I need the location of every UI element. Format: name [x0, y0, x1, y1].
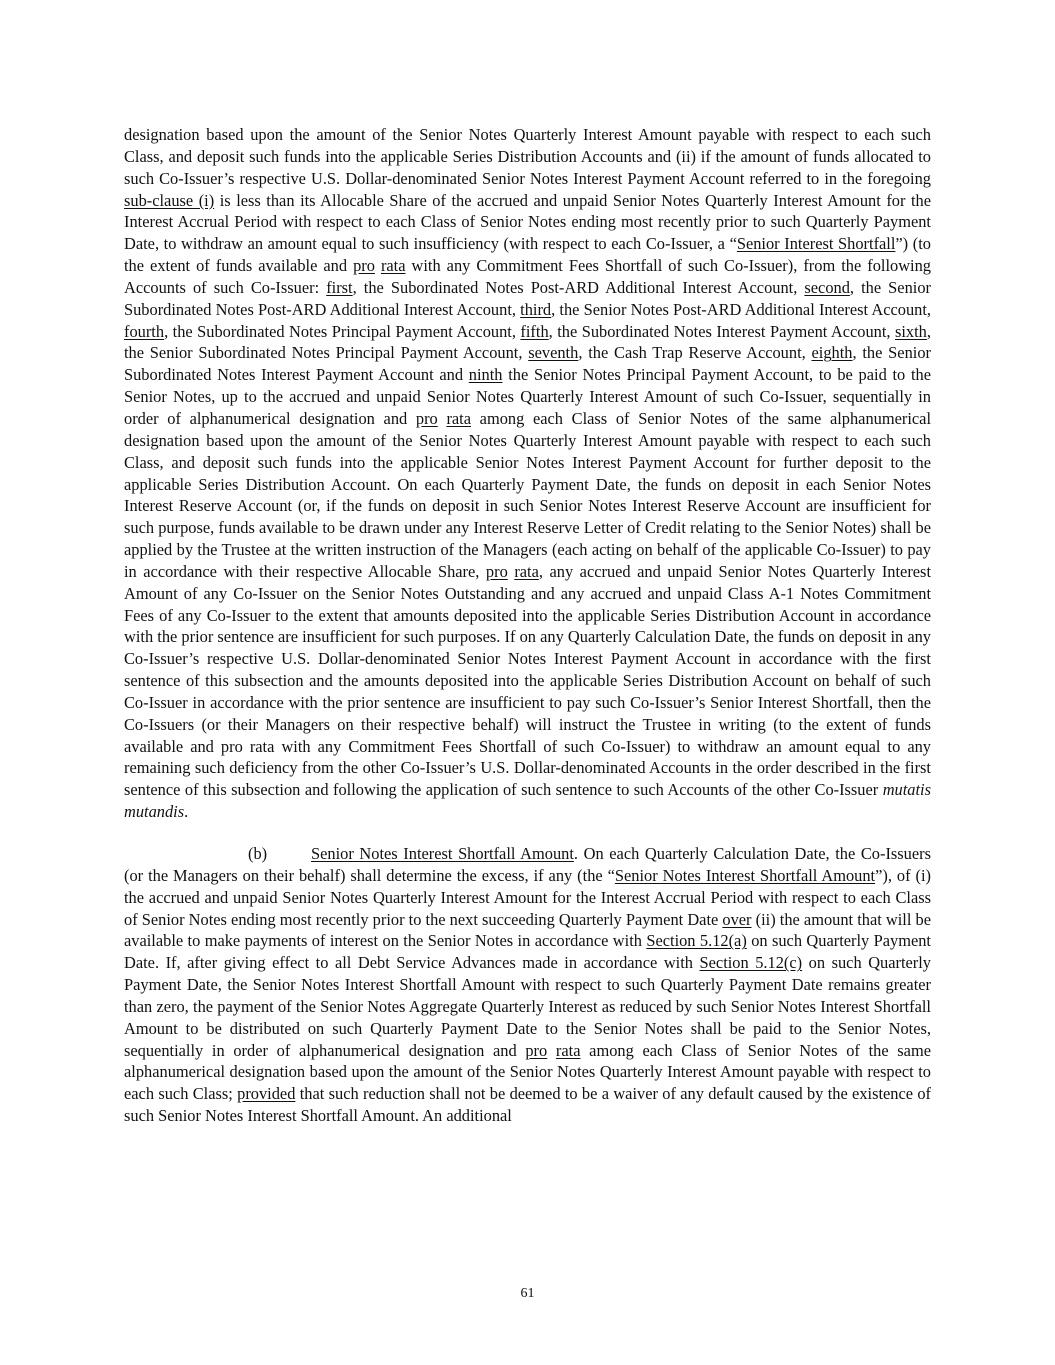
text-run: , the Senior Notes Post-ARD Additional Interest Account,: [551, 299, 932, 319]
italic-term: mutatis mutandis: [124, 780, 931, 822]
underlined-term: fifth: [520, 321, 549, 341]
text-run: [547, 1041, 556, 1060]
underlined-term: Senior Notes Interest Shortfall Amount: [614, 865, 876, 885]
underlined-term: sixth: [895, 321, 927, 341]
text-run: with any Commitment Fees Shortfall of such Co-Issuer), from the following Accounts of such Co-Issuer:: [124, 256, 931, 297]
text-run: designation based upon the amount of the Senior Notes Quarterly Interest Amount payable with respect to each such Class, and deposit such funds into the applicable Series Distribution Accounts and (ii) if the amount of funds allocated to such Co-Issuer’s respective U.S. Dollar-denominated Senior Notes Interest Payment Account referred to in the foregoing: [124, 125, 931, 188]
underlined-term: Section 5.12(a): [646, 931, 747, 951]
underlined-term: over: [722, 909, 752, 929]
text-run: (ii) the amount that will be available to make payments of interest on the Senior Notes in accordance with: [124, 909, 931, 951]
body-paragraph-continued: [124, 124, 931, 823]
underlined-term: sub-clause (i): [124, 190, 215, 210]
underlined-term: eighth: [811, 343, 853, 363]
text-run: , the Subordinated Notes Interest Payment Account,: [548, 321, 895, 341]
text-run: is less than its Allocable Share of the accrued and unpaid Senior Notes Quarterly Interest Amount for the Interest Accrual Period with respect to each Class of Senior Notes ending most recently prior to such Quarterly Payment Date, to withdraw an amount equal to such insufficiency (with respect to each Co-Issuer, a “: [124, 190, 931, 254]
text-run: . On each Quarterly Calculation Date, the Co-Issuers (or the Managers on their behalf) shall determine the excess, if any (the “: [124, 844, 931, 885]
underlined-term: Senior Interest Shortfall: [736, 234, 896, 254]
text-run: the Senior Notes Principal Payment Account, to be paid to the Senior Notes, up to the accrued and unpaid Senior Notes Quarterly Interest Amount of such Co-Issuer, sequentially in order of alphanumerical designation and: [124, 365, 931, 428]
underlined-term: pro: [525, 1040, 548, 1060]
subsection-b-paragraph: [124, 843, 931, 1127]
underlined-term: third: [520, 299, 552, 319]
text-run: that such reduction shall not be deemed to be a waiver of any default caused by the existence of such Senior Notes Interest Shortfall Amount. An additional: [124, 1084, 931, 1126]
text-run: , any accrued and unpaid Senior Notes Quarterly Interest Amount of any Co-Issuer on the Senior Notes Outstanding and any accrued and unpaid Class A-1 Notes Commitment Fees of any Co-Issuer to the extent that amounts deposited into the applicable Series Distribution Account in accordance with the prior sentence are insufficient for such purposes. If on any Quarterly Calculation Date, the funds on deposit in any Co-Issuer’s respective U.S. Dollar-denominated Senior Notes Interest Payment Account in accordance with the first sentence of this subsection and the amounts deposited into the applicable Series Distribution Account on behalf of such Co-Issuer in accordance with the prior sentence are insufficient to pay such Co-Issuer’s Senior Interest Shortfall, then the Co-Issuers (or their Managers on their respective behalf) will instruct the Trustee in writing (to the extent of funds available and pro rata with any Commitment Fees Shortfall of such Co-Issuer) to withdraw an amount equal to any remaining such deficiency from the other Co-Issuer’s U.S. Dollar-denominated Accounts in the order described in the first sentence of this subsection and following the application of such sentence to such Accounts of the other Co-Issuer: [124, 561, 931, 800]
text-run: ”) (to the extent of funds available and: [124, 234, 931, 276]
text-run: among each Class of Senior Notes of the same alphanumerical designation based upon the amount of the Senior Notes Quarterly Interest Amount payable with respect to each such Class, and deposit such funds into the applicable Senior Notes Interest Payment Account for further deposit to the applicable Series Distribution Account. On each Quarterly Payment Date, the funds on deposit in each Senior Notes Interest Reserve Account (or, if the funds on deposit in such Senior Notes Interest Reserve Account are insufficient for such purpose, funds available to be drawn under any Interest Reserve Letter of Credit relating to the Senior Notes) shall be applied by the Trustee at the written instruction of the Managers (each acting on behalf of the applicable Co-Issuer) to pay in accordance with their respective Allocable Share,: [124, 408, 931, 581]
underlined-term: Senior Notes Interest Shortfall Amount: [311, 844, 574, 863]
underlined-term: rata: [555, 1040, 581, 1060]
text-run: on such Quarterly Payment Date, the Senior Notes Interest Shortfall Amount with respect to such Quarterly Payment Date remains greater than zero, the payment of the Senior Notes Aggregate Quarterly Interest as reduced by such Senior Notes Interest Shortfall Amount to be distributed on such Quarterly Payment Date to the Senior Notes shall be paid to the Senior Notes, sequentially in order of alphanumerical designation and: [124, 953, 931, 1060]
underlined-term: pro: [353, 256, 375, 276]
text-run: , the Subordinated Notes Post-ARD Additional Interest Account,: [352, 277, 805, 297]
underlined-term: Section 5.12(c): [699, 953, 803, 973]
underlined-term: rata: [446, 408, 471, 428]
underlined-term: rata: [380, 256, 406, 276]
text-run: , the Senior Subordinated Notes Principal Payment Account,: [124, 321, 931, 363]
subsection-b-text: [124, 844, 931, 1125]
underlined-term: pro: [485, 561, 508, 581]
underlined-term: ninth: [468, 365, 503, 385]
text-run: , the Senior Subordinated Notes Post-ARD Additional Interest Account,: [124, 277, 931, 319]
underlined-term: fourth: [124, 321, 165, 341]
text-run: ”), of (i) the accrued and unpaid Senior Notes Quarterly Interest Amount for the Interest Accrual Period with respect to each Class of Senior Notes ending most recently prior to the next succeeding Quarterly Payment Date: [124, 865, 931, 929]
underlined-term: pro: [415, 408, 438, 428]
document-page: [124, 124, 931, 1127]
text-run: .: [184, 802, 189, 822]
underlined-term: first: [326, 277, 353, 297]
text-run: among each Class of Senior Notes of the same alphanumerical designation based upon the amount of the Senior Notes Quarterly Interest Amount payable with respect to each such Class;: [124, 1040, 931, 1104]
underlined-term: second: [804, 277, 850, 297]
subsection-label: (b): [248, 844, 268, 863]
page-number: 61: [520, 1286, 535, 1301]
text-run: on such Quarterly Payment Date. If, after giving effect to all Debt Service Advances made in accordance with: [124, 931, 931, 973]
text-run: , the Subordinated Notes Principal Payment Account,: [164, 321, 521, 341]
text-run: , the Senior Subordinated Notes Interest Payment Account and: [124, 343, 931, 385]
underlined-term: seventh: [528, 343, 579, 363]
underlined-term: provided: [237, 1084, 296, 1104]
text-run: , the Cash Trap Reserve Account,: [578, 343, 812, 363]
underlined-term: rata: [514, 561, 539, 581]
